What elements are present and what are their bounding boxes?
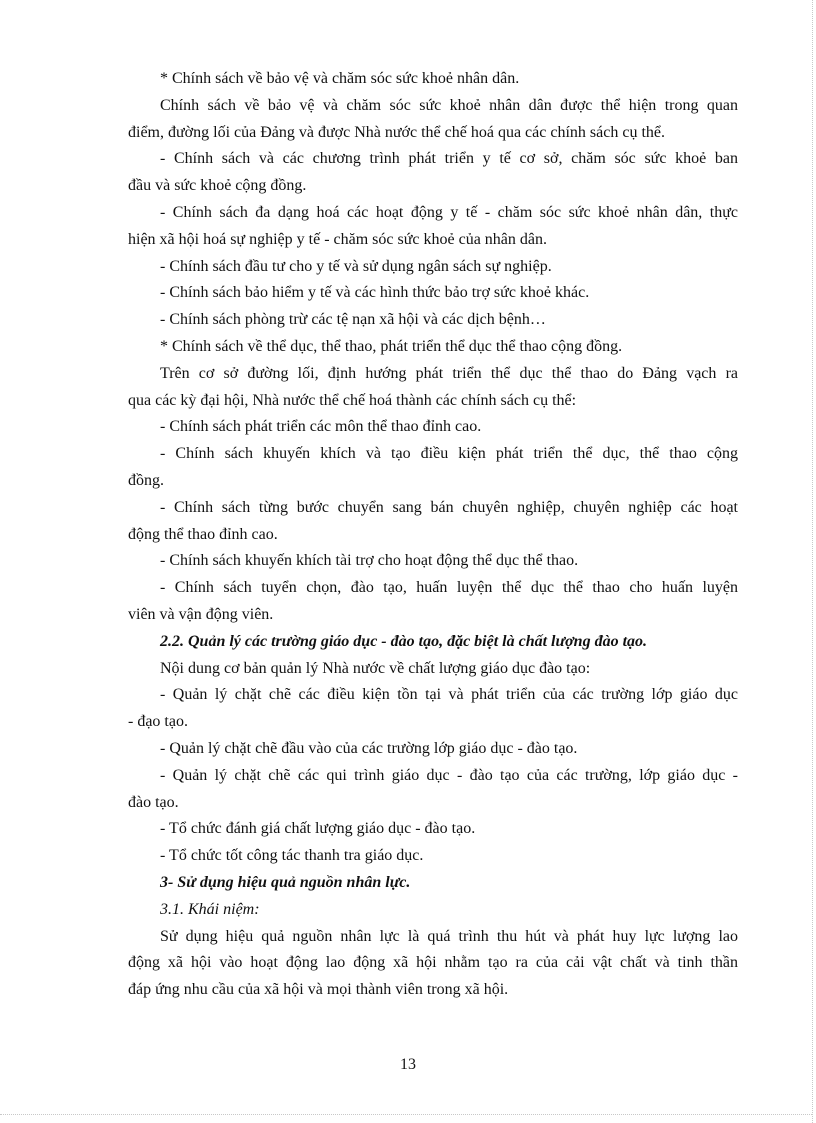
text-line: - Chính sách phòng trừ các tệ nạn xã hội và các dịch bệnh… xyxy=(160,311,546,329)
text-line: đáp ứng nhu cầu của xã hội và mọi thành viên trong xã hội. xyxy=(128,981,509,999)
text-line: - đạo tạo. xyxy=(128,713,188,731)
text-line: Nội dung cơ bản quản lý Nhà nước về chất lượng giáo dục đào tạo: xyxy=(160,659,591,677)
text-line: động thể thao đỉnh cao. xyxy=(128,525,278,543)
text-line: Trên cơ sở đường lối, định hướng phát triển thể dục thể thao do Đảng vạch ra xyxy=(160,364,738,382)
text-line: - Quản lý chặt chẽ các qui trình giáo dục - đào tạo của các trường, lớp giáo dục - xyxy=(160,766,738,784)
text-line: đồng. xyxy=(128,471,164,489)
text-line: Chính sách về bảo vệ và chăm sóc sức khoẻ nhân dân được thể hiện trong quan xyxy=(160,96,738,114)
text-line: đầu và sức khoẻ cộng đồng. xyxy=(128,177,307,195)
text-line: - Chính sách đa dạng hoá các hoạt động y tế - chăm sóc sức khoẻ nhân dân, thực xyxy=(160,203,738,221)
text-line: - Quản lý chặt chẽ các điều kiện tồn tại và phát triển của các trường lớp giáo dục xyxy=(160,686,738,704)
text-line: - Chính sách phát triển các môn thể thao đỉnh cao. xyxy=(160,418,482,436)
text-line: hiện xã hội hoá sự nghiệp y tế - chăm sóc sức khoẻ của nhân dân. xyxy=(128,230,547,248)
text-line: đào tạo. xyxy=(128,793,179,811)
text-line: viên và vận động viên. xyxy=(128,605,274,623)
page-number: 13 xyxy=(400,1056,416,1073)
text-line: điểm, đường lối của Đảng và được Nhà nước thể chế hoá qua các chính sách cụ thể. xyxy=(128,123,665,141)
text-line: - Chính sách bảo hiểm y tế và các hình thức bảo trợ sức khoẻ khác. xyxy=(160,284,590,302)
text-line: qua các kỳ đại hội, Nhà nước thể chế hoá thành các chính sách cụ thể: xyxy=(128,391,577,409)
text-line: - Chính sách tuyển chọn, đào tạo, huấn luyện thể dục thể thao cho huấn luyện xyxy=(160,579,738,597)
text-line: - Quản lý chặt chẽ đầu vào của các trường lớp giáo dục - đào tạo. xyxy=(160,739,578,757)
document-body xyxy=(128,66,738,1004)
text-line: - Chính sách từng bước chuyển sang bán chuyên nghiệp, chuyên nghiệp các hoạt xyxy=(160,498,738,516)
text-line: - Chính sách khuyến khích và tạo điều kiện phát triển thể dục, thể thao cộng xyxy=(160,445,738,463)
text-line: Sử dụng hiệu quả nguồn nhân lực là quá trình thu hút và phát huy lực lượng lao xyxy=(160,927,738,945)
page-border-right xyxy=(812,0,813,1123)
text-line: - Tổ chức đánh giá chất lượng giáo dục - đào tạo. xyxy=(160,820,476,838)
text-line: - Chính sách và các chương trình phát triển y tế cơ sở, chăm sóc sức khoẻ ban xyxy=(160,150,738,168)
text-line: - Tổ chức tốt công tác thanh tra giáo dục. xyxy=(160,847,424,865)
text-line: - Chính sách khuyến khích tài trợ cho hoạt động thể dục thể thao. xyxy=(160,552,579,570)
text-line: động xã hội vào hoạt động lao động xã hội nhằm tạo ra của cải vật chất và tinh thần xyxy=(128,954,738,972)
text-line: * Chính sách về thể dục, thể thao, phát triển thể dục thể thao cộng đồng. xyxy=(160,337,623,355)
section-heading: 2.2. Quản lý các trường giáo dục - đào tạo, đặc biệt là chất lượng đào tạo. xyxy=(160,632,648,650)
text-line: * Chính sách về bảo vệ và chăm sóc sức khoẻ nhân dân. xyxy=(160,70,520,87)
text-line: - Chính sách đầu tư cho y tế và sử dụng ngân sách sự nghiệp. xyxy=(160,257,552,275)
section-heading: 3- Sử dụng hiệu quả nguồn nhân lực. xyxy=(160,873,411,891)
page-border-bottom xyxy=(0,1114,812,1115)
subsection-heading: 3.1. Khái niệm: xyxy=(160,900,260,918)
